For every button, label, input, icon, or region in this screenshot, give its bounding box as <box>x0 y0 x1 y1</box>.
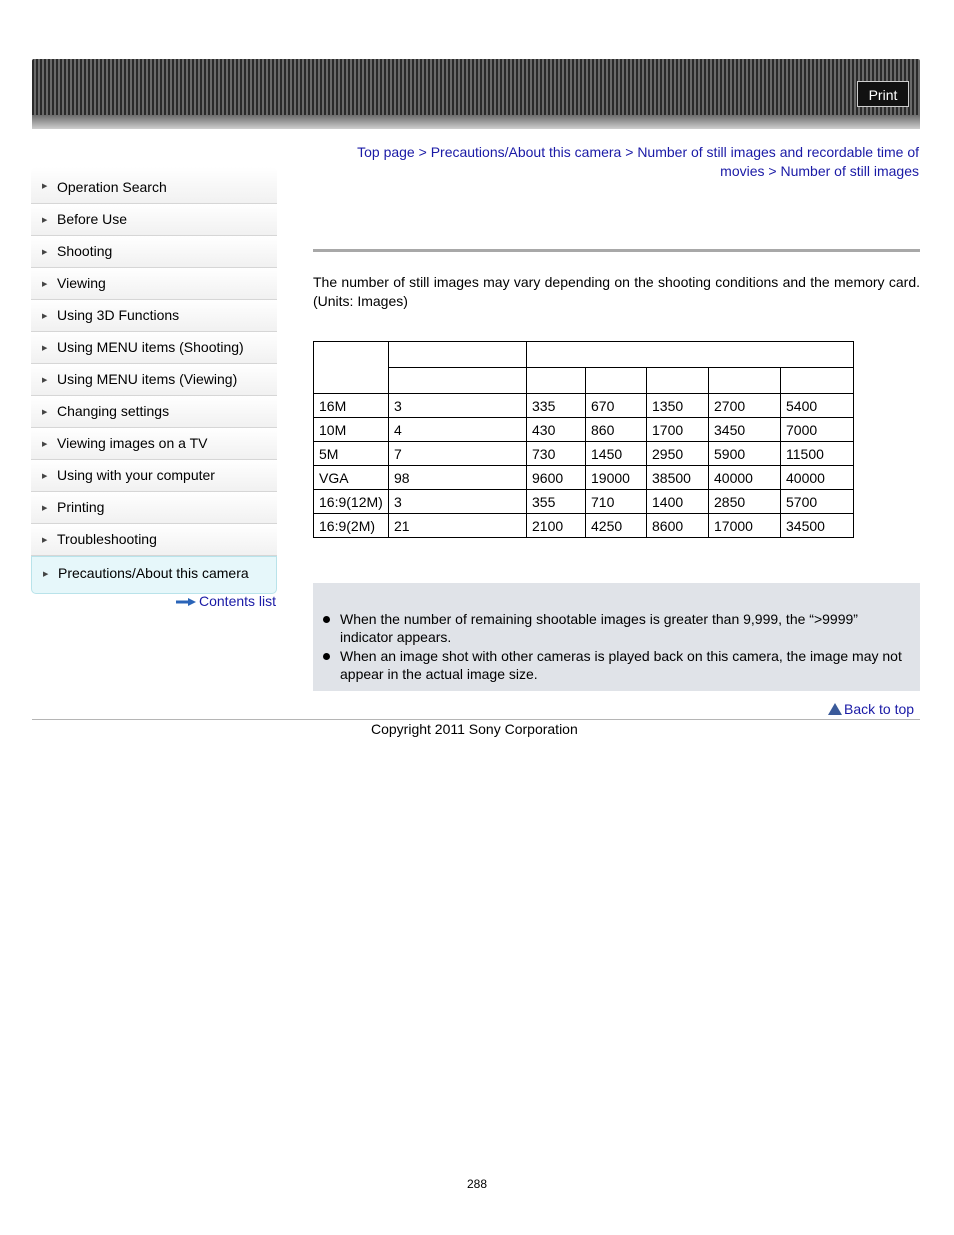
table-header-cell <box>709 368 781 394</box>
triangle-right-icon: ▶ <box>42 537 48 544</box>
sidebar-item-label: Changing settings <box>57 403 170 419</box>
sidebar-item-computer[interactable] <box>31 460 277 492</box>
sidebar-item-label: Operation Search <box>57 179 167 195</box>
sidebar-nav <box>31 167 277 594</box>
table-header-cell <box>527 368 586 394</box>
table-cell: 2700 <box>709 394 781 418</box>
triangle-right-icon: ▶ <box>42 409 48 416</box>
note-box <box>313 583 920 691</box>
table-cell: 1350 <box>647 394 709 418</box>
table-cell: 5900 <box>709 442 781 466</box>
table-cell: 21 <box>389 514 527 538</box>
sidebar-item-viewing-tv[interactable] <box>31 428 277 460</box>
triangle-up-icon <box>828 703 842 715</box>
table-cell: 1700 <box>647 418 709 442</box>
breadcrumb <box>318 143 919 181</box>
table-header-cell <box>314 342 389 394</box>
sidebar-item-shooting[interactable] <box>31 236 277 268</box>
table-cell: 40000 <box>709 466 781 490</box>
table-row <box>314 466 854 490</box>
sidebar-item-viewing[interactable] <box>31 268 277 300</box>
triangle-right-icon: ▶ <box>42 217 48 224</box>
sidebar-item-label: Viewing <box>57 275 106 291</box>
note-item: When an image shot with other cameras is played back on this camera, the image may not appear in the actual image size. <box>323 647 910 683</box>
table-cell: 4 <box>389 418 527 442</box>
table-cell: 5M <box>314 442 389 466</box>
table-cell: 16:9(2M) <box>314 514 389 538</box>
table-cell: 34500 <box>781 514 854 538</box>
table-header-row <box>314 342 854 368</box>
breadcrumb-number-of-still-images[interactable]: Number of still images <box>780 163 919 179</box>
table-subheader-row <box>314 368 854 394</box>
table-cell: 16:9(12M) <box>314 490 389 514</box>
table-cell: 3 <box>389 490 527 514</box>
sidebar-item-before-use[interactable] <box>31 204 277 236</box>
breadcrumb-precautions[interactable]: Precautions/About this camera <box>430 144 622 160</box>
title-rule <box>313 249 920 252</box>
sidebar-item-label: Troubleshooting <box>57 531 157 547</box>
breadcrumb-separator: > <box>418 144 427 160</box>
table-cell: 16M <box>314 394 389 418</box>
sidebar-item-precautions[interactable] <box>31 556 277 594</box>
arrow-right-icon <box>176 598 196 606</box>
sidebar-item-menu-shooting[interactable] <box>31 332 277 364</box>
table-cell: 38500 <box>647 466 709 490</box>
table-cell: 8600 <box>647 514 709 538</box>
triangle-right-icon: ▶ <box>43 571 49 578</box>
sidebar-item-label: Before Use <box>57 211 128 227</box>
sidebar-item-troubleshooting[interactable] <box>31 524 277 556</box>
table-cell: 2950 <box>647 442 709 466</box>
table-cell: 5400 <box>781 394 854 418</box>
back-to-top-link[interactable] <box>828 701 920 717</box>
breadcrumb-top-page[interactable]: Top page <box>357 144 415 160</box>
table-cell: 7000 <box>781 418 854 442</box>
page-number: 288 <box>466 1177 488 1191</box>
sidebar-item-label: Viewing images on a TV <box>57 435 208 451</box>
sidebar-item-label: Using 3D Functions <box>57 307 180 323</box>
table-cell: 670 <box>586 394 647 418</box>
triangle-right-icon: ▶ <box>42 345 48 352</box>
copyright-text: Copyright 2011 Sony Corporation <box>371 721 578 737</box>
table-cell: 3 <box>389 394 527 418</box>
table-cell: 1400 <box>647 490 709 514</box>
triangle-right-icon: ▶ <box>42 473 48 480</box>
table-header-cell <box>647 368 709 394</box>
table-cell: 11500 <box>781 442 854 466</box>
table-cell: 2850 <box>709 490 781 514</box>
table-header-cell <box>389 368 527 394</box>
table-cell: 860 <box>586 418 647 442</box>
table-row <box>314 490 854 514</box>
table-row <box>314 418 854 442</box>
table-cell: 17000 <box>709 514 781 538</box>
note-list <box>323 610 910 684</box>
table-header-cell <box>781 368 854 394</box>
note-item: When the number of remaining shootable images is greater than 9,999, the “>9999” indicator appears. <box>323 610 910 646</box>
triangle-right-icon: ▶ <box>42 281 48 288</box>
breadcrumb-separator: > <box>625 144 634 160</box>
table-cell: 4250 <box>586 514 647 538</box>
table-cell: 5700 <box>781 490 854 514</box>
table-cell: 9600 <box>527 466 586 490</box>
table-cell: 710 <box>586 490 647 514</box>
sidebar-item-label: Precautions/About this camera <box>58 565 249 581</box>
sidebar-item-label: Using with your computer <box>57 467 215 483</box>
sidebar-item-label: Using MENU items (Shooting) <box>57 339 244 355</box>
table-cell: 40000 <box>781 466 854 490</box>
intro-text: The number of still images may vary depending on the shooting conditions and the memory card. (Units: Images) <box>313 274 920 309</box>
table-cell: 3450 <box>709 418 781 442</box>
table-cell: 98 <box>389 466 527 490</box>
table-header-cell <box>527 342 854 368</box>
still-images-table <box>313 341 854 538</box>
contents-list-link[interactable] <box>176 593 278 609</box>
table-header-cell <box>389 342 527 368</box>
table-header-cell <box>586 368 647 394</box>
table-cell: 335 <box>527 394 586 418</box>
table-row <box>314 394 854 418</box>
table-cell: 19000 <box>586 466 647 490</box>
triangle-right-icon: ▶ <box>42 313 48 320</box>
triangle-right-icon: ▶ <box>42 377 48 384</box>
sidebar-item-printing[interactable] <box>31 492 277 524</box>
table-cell: 1450 <box>586 442 647 466</box>
sidebar-item-label: Using MENU items (Viewing) <box>57 371 238 387</box>
table-row <box>314 514 854 538</box>
table-cell: 355 <box>527 490 586 514</box>
page-header <box>32 59 920 129</box>
breadcrumb-number-of-images-and-time[interactable]: Number of still images and recordable time of movies <box>637 144 919 179</box>
table-cell: 430 <box>527 418 586 442</box>
table-cell: 730 <box>527 442 586 466</box>
table-cell: 10M <box>314 418 389 442</box>
table-cell: 7 <box>389 442 527 466</box>
contents-list-label: Contents list <box>199 593 277 609</box>
table-cell: VGA <box>314 466 389 490</box>
triangle-right-icon: ▶ <box>42 441 48 448</box>
sidebar-item-menu-viewing[interactable] <box>31 364 277 396</box>
sidebar-item-operation-search[interactable] <box>31 167 277 204</box>
table-cell: 2100 <box>527 514 586 538</box>
back-to-top-label: Back to top <box>844 701 915 717</box>
table-row <box>314 442 854 466</box>
breadcrumb-separator: > <box>768 163 777 179</box>
sidebar-item-label: Printing <box>57 499 105 515</box>
triangle-right-icon: ▶ <box>42 505 48 512</box>
sidebar-item-changing-settings[interactable] <box>31 396 277 428</box>
triangle-right-icon: ▶ <box>42 249 48 256</box>
print-button[interactable]: Print <box>857 81 909 107</box>
triangle-right-icon: ▶ <box>42 183 48 190</box>
footer-rule <box>32 719 920 720</box>
sidebar-item-label: Shooting <box>57 243 113 259</box>
sidebar-item-3d-functions[interactable] <box>31 300 277 332</box>
